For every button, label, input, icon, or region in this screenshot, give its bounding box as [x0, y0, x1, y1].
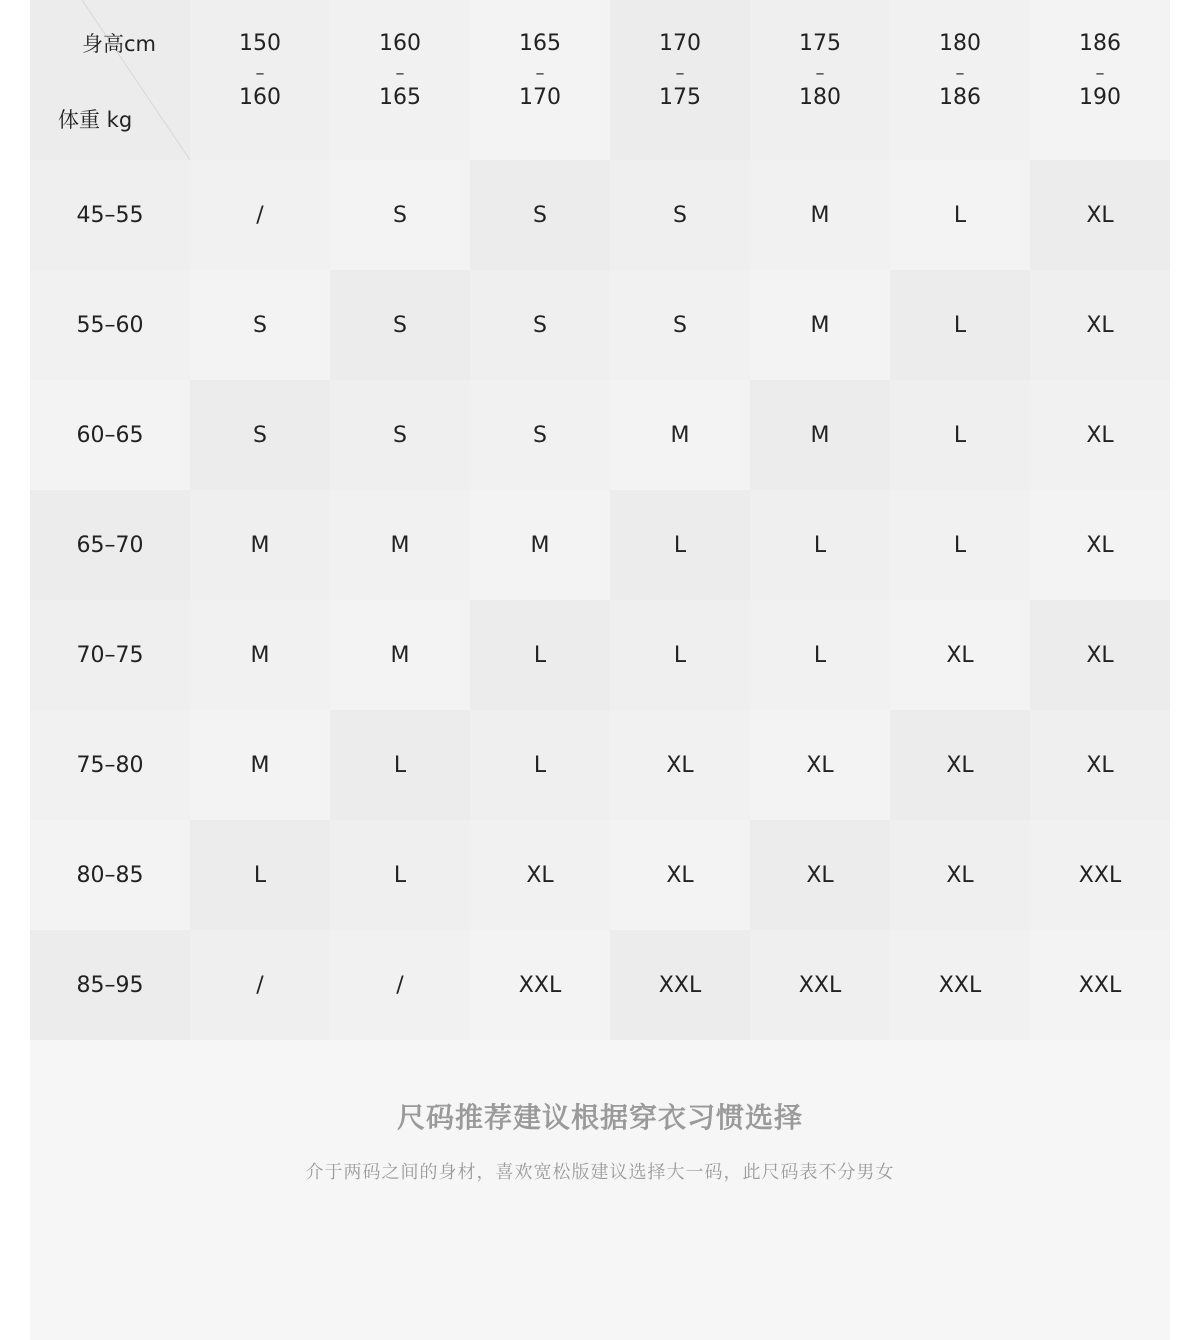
size-cell: L — [330, 820, 470, 930]
size-cell: M — [190, 600, 330, 710]
height-range-dash: – — [675, 63, 685, 84]
height-range-to: 170 — [519, 85, 561, 110]
size-cell: M — [190, 710, 330, 820]
weight-row-header: 65–70 — [30, 490, 190, 600]
size-cell: XL — [1030, 600, 1170, 710]
size-cell: S — [330, 160, 470, 270]
size-cell: XL — [470, 820, 610, 930]
size-cell: XL — [610, 710, 750, 820]
size-cell: L — [190, 820, 330, 930]
height-column-header — [330, 0, 470, 160]
size-cell: XL — [1030, 270, 1170, 380]
size-cell: L — [750, 600, 890, 710]
height-column-header — [750, 0, 890, 160]
size-cell: M — [330, 490, 470, 600]
size-cell: M — [330, 600, 470, 710]
weight-row-header: 55–60 — [30, 270, 190, 380]
size-cell: M — [610, 380, 750, 490]
height-range-from: 180 — [939, 31, 981, 56]
size-cell: M — [750, 160, 890, 270]
height-range-dash: – — [535, 63, 545, 84]
size-table — [30, 0, 1170, 1040]
size-cell: L — [890, 270, 1030, 380]
size-cell: / — [190, 930, 330, 1040]
size-cell: S — [190, 380, 330, 490]
size-cell: L — [610, 600, 750, 710]
height-range-from: 150 — [239, 31, 281, 56]
size-cell: XL — [1030, 710, 1170, 820]
size-cell: L — [470, 600, 610, 710]
weight-row-header: 45–55 — [30, 160, 190, 270]
size-cell: L — [750, 490, 890, 600]
height-range-from: 186 — [1079, 31, 1121, 56]
size-cell: XXL — [610, 930, 750, 1040]
size-cell: XL — [1030, 160, 1170, 270]
height-range-from: 160 — [379, 31, 421, 56]
weight-row-header: 75–80 — [30, 710, 190, 820]
size-cell: XL — [890, 710, 1030, 820]
height-range-to: 165 — [379, 85, 421, 110]
height-axis-label: 身高cm — [82, 32, 157, 56]
height-range-from: 165 — [519, 31, 561, 56]
height-range-dash: – — [395, 63, 405, 84]
size-cell: XL — [890, 820, 1030, 930]
size-cell: XL — [750, 820, 890, 930]
size-cell: S — [190, 270, 330, 380]
weight-row-header: 60–65 — [30, 380, 190, 490]
size-cell: S — [470, 380, 610, 490]
height-column-header — [1030, 0, 1170, 160]
size-cell: L — [330, 710, 470, 820]
size-cell: / — [190, 160, 330, 270]
size-cell: L — [610, 490, 750, 600]
size-cell: XXL — [1030, 930, 1170, 1040]
size-cell: XXL — [1030, 820, 1170, 930]
height-column-header — [470, 0, 610, 160]
height-range-to: 186 — [939, 85, 981, 110]
size-cell: XL — [1030, 490, 1170, 600]
size-cell: S — [330, 380, 470, 490]
notes-title: 尺码推荐建议根据穿衣习惯选择 — [396, 1101, 803, 1134]
notes-subtitle: 介于两码之间的身材，喜欢宽松版建议选择大一码，此尺码表不分男女 — [305, 1162, 895, 1183]
size-cell: S — [470, 270, 610, 380]
size-cell: XL — [750, 710, 890, 820]
size-cell: S — [610, 270, 750, 380]
weight-row-header: 85–95 — [30, 930, 190, 1040]
size-cell: XL — [610, 820, 750, 930]
table-corner-header — [30, 0, 190, 160]
recommendation-notes — [30, 1040, 1170, 1340]
height-column-header — [610, 0, 750, 160]
size-cell: XXL — [890, 930, 1030, 1040]
size-cell: L — [470, 710, 610, 820]
height-range-dash: – — [815, 63, 825, 84]
height-range-dash: – — [955, 63, 965, 84]
weight-row-header: 80–85 — [30, 820, 190, 930]
size-cell: XL — [890, 600, 1030, 710]
size-cell: M — [470, 490, 610, 600]
size-cell: XXL — [470, 930, 610, 1040]
height-range-to: 175 — [659, 85, 701, 110]
size-cell: L — [890, 380, 1030, 490]
size-cell: M — [750, 270, 890, 380]
size-cell: XL — [1030, 380, 1170, 490]
size-cell: M — [750, 380, 890, 490]
size-cell: S — [330, 270, 470, 380]
size-cell: S — [610, 160, 750, 270]
size-cell: S — [470, 160, 610, 270]
size-cell: L — [890, 160, 1030, 270]
height-range-to: 180 — [799, 85, 841, 110]
height-range-dash: – — [255, 63, 265, 84]
size-cell: L — [890, 490, 1030, 600]
height-range-to: 160 — [239, 85, 281, 110]
height-range-from: 175 — [799, 31, 841, 56]
height-range-from: 170 — [659, 31, 701, 56]
height-column-header — [890, 0, 1030, 160]
size-cell: M — [190, 490, 330, 600]
size-cell: / — [330, 930, 470, 1040]
weight-axis-label: 体重 kg — [58, 108, 133, 132]
height-column-header — [190, 0, 330, 160]
size-cell: XXL — [750, 930, 890, 1040]
height-range-to: 190 — [1079, 85, 1121, 110]
weight-row-header: 70–75 — [30, 600, 190, 710]
size-chart-page — [30, 0, 1170, 1340]
diagonal-divider-icon — [30, 0, 190, 160]
height-range-dash: – — [1095, 63, 1105, 84]
